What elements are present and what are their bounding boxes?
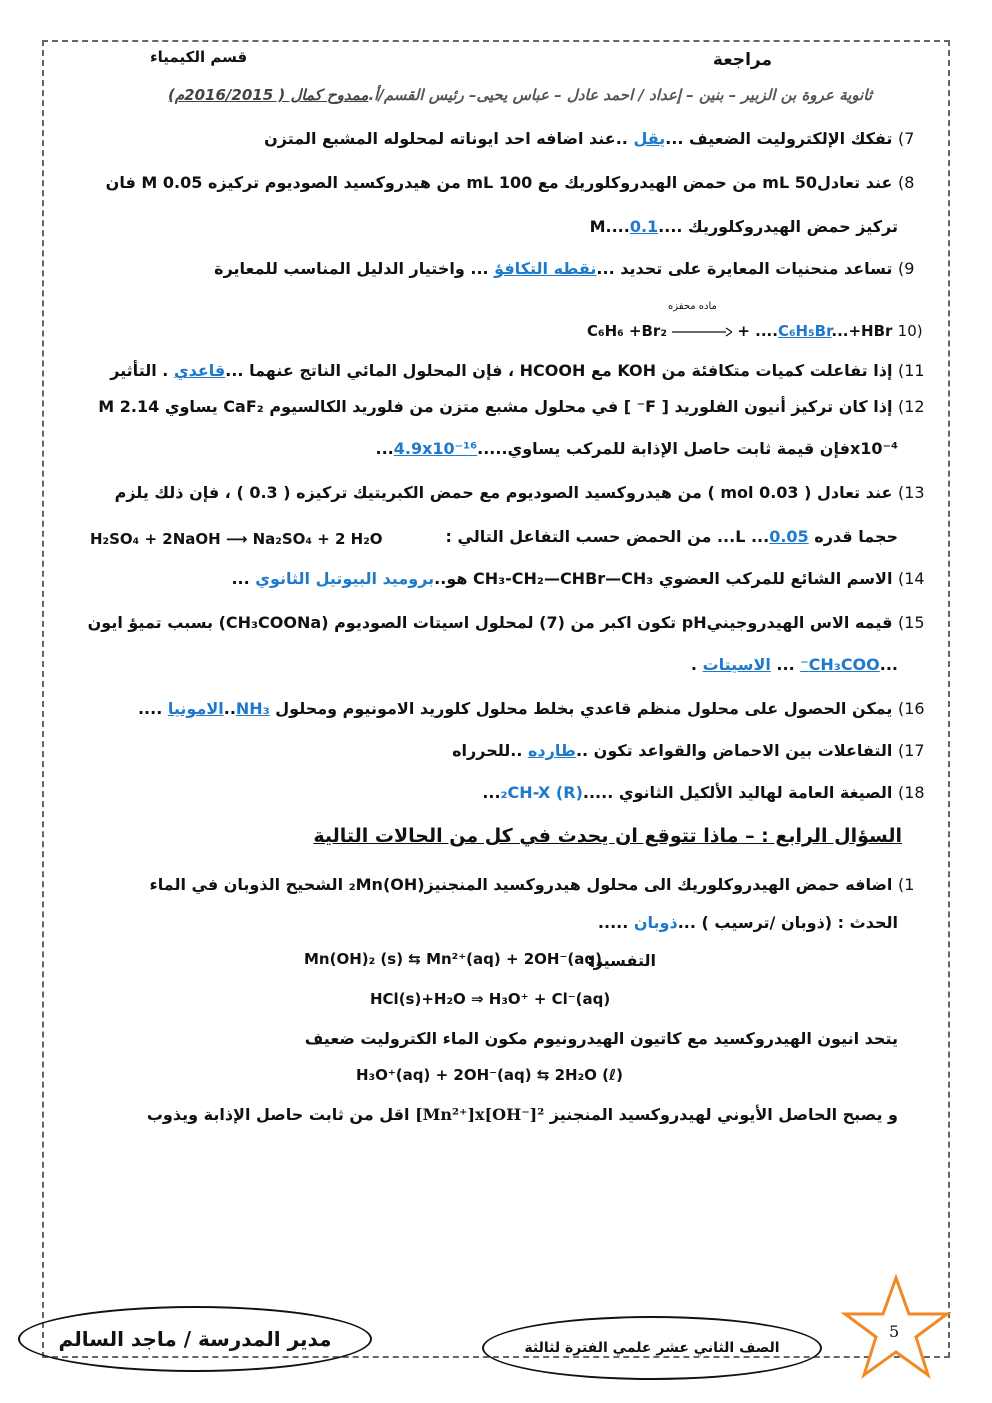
answer-formula: NH₃: [235, 699, 270, 718]
answer: (R) ₂CH-X: [500, 783, 583, 802]
answer: الامونيا: [167, 699, 224, 718]
item-10-equation: C₆H₆ +Br₂ + ....C₆H₅Br...+HBr 10): [587, 322, 923, 340]
answer: طارده: [527, 741, 576, 760]
principal-badge: مدير المدرسة / ماجد السالم: [18, 1306, 372, 1372]
s4-event: الحدث : (ذوبان /ترسيب ) ...ذوبان .....: [597, 913, 898, 932]
reaction-arrow-icon: [672, 327, 732, 337]
answer: 0.05: [769, 527, 809, 546]
item-13: 13) عند تعادل ( 0.03 mol ) من هيدروكسيد الصوديوم مع حمض الكبريتيك تركيزه ( 0.3 ) ، فإن ذلك يلزم: [114, 483, 925, 502]
item-7: 7) تفكك الإلكتروليت الضعيف ...يقل ..عند اضافه احد ايوناته لمحلوله المشبع المتزن: [264, 129, 915, 148]
answer: قاعدي: [173, 361, 226, 380]
class-badge: الصف الثاني عشر علمي الفترة لثالثة: [482, 1316, 822, 1380]
answer-formula: CH₃COO⁻: [800, 655, 880, 674]
answer: الاسيتات: [702, 655, 771, 674]
answer: 4.9x10⁻¹⁶: [393, 439, 478, 458]
explain-text: يتحد انيون الهيدروكسيد مع كاتيون الهيدرونيوم مكون الماء الكتروليت ضعيف: [304, 1029, 898, 1048]
water-formation: H₃O⁺(aq) + 2OH⁻(aq) ⇆ 2H₂O (ℓ): [356, 1066, 623, 1084]
neutralization-equation: H₂SO₄ + 2NaOH ⟶ Na₂SO₄ + 2 H₂O: [90, 530, 383, 548]
item-14: 14) الاسم الشائع للمركب العضوي CH₃-CH₂—CHBr—CH₃ هو..بروميد البيوتيل الثانوي ...: [231, 569, 925, 588]
answer: 0.1: [629, 217, 659, 236]
item-11: 11) إذا تفاعلت كميات متكافئة من KOH مع HCOOH ، فإن المحلول المائي الناتج عنهما ...قاعدي . التأثير: [110, 361, 925, 380]
answer: بروميد البيوتيل الثانوي: [255, 569, 435, 588]
item-17: 17) التفاعلات بين الاحماض والقواعد تكون ..طارده ..للحرراه: [452, 741, 925, 760]
item-9: 9) تساعد منحنيات المعايرة على تحديد ...نقطه التكافؤ ... واختيار الدليل المناسب للمعايرة: [214, 259, 915, 278]
answer: ذوبان: [633, 913, 678, 932]
item-13-line2: حجما قدره L ...0.05... من الحمض حسب التفاعل التالي :: [445, 527, 898, 546]
hcl-ionization: HCl(s)+H₂O ⇒ H₃O⁺ + Cl⁻(aq): [370, 990, 611, 1008]
page-number: 5: [889, 1322, 900, 1341]
item-8-line2: تركيز حمض الهيدروكلوريك ....0.1....M: [589, 217, 898, 236]
answer: C₆H₅Br: [777, 322, 832, 340]
item-12: 12) إذا كان تركيز أنيون الفلوريد [ F⁻ ] في محلول مشبع متزن من فلوريد الكالسيوم CaF₂ يساوي 2.14 M: [98, 397, 925, 416]
ion-product-line: و يصبح الحاصل الأيوني لهيدروكسيد المنجنيز [Mn²⁺]x[OH⁻]² اقل من ثابت حاصل الإذابة ويذوب: [146, 1105, 898, 1124]
department-title: قسم الكيمياء: [150, 48, 248, 66]
explain-label: التفسير:: [587, 951, 656, 970]
item-15-line2: ...CH₃COO⁻ ... الاسيتات .: [690, 655, 898, 674]
school-line: ثانوية عروة بن الزبير – بنين – إعداد / احمد عادل – عباس يحيى– رئيس القسم/أ.ممدوح كمال ( 2016/2015م): [168, 86, 872, 104]
answer: يقل: [633, 129, 666, 148]
item-16: 16) يمكن الحصول على محلول منظم قاعدي بخلط محلول كلوريد الامونيوم ومحلول NH₃..الامونيا ....: [137, 699, 925, 718]
mnoh2-equilibrium: Mn(OH)₂ (s) ⇆ Mn²⁺(aq) + 2OH⁻(aq): [304, 950, 602, 968]
s4-question-1: 1) اضافه حمض الهيدروكلوريك الى محلول هيدروكسيد المنجنيز₂Mn(OH) الشحيح الذوبان في الماء: [149, 875, 915, 894]
item-8: 8) عند تعادل50 mL من حمض الهيدروكلوريك مع 100 mL من هيدروكسيد الصوديوم تركيزه 0.05 M فان: [105, 173, 915, 192]
review-title: مراجعة: [712, 50, 772, 70]
catalyst-label: ماده محفزه: [668, 301, 717, 312]
ion-product-formula: [Mn²⁺]x[OH⁻]²: [415, 1105, 545, 1124]
section-4-heading: السؤال الرابع : – ماذا تتوقع ان يحدث في كل من الحالات التالية: [313, 825, 902, 847]
answer: نقطه التكافؤ: [494, 259, 597, 278]
item-18: 18) الصيغة العامة لهاليد الألكيل الثانوي .....(R) ₂CH-X...: [482, 783, 925, 802]
item-15: 15) قيمه الاس الهيدروجينيpH تكون اكبر من (7) لمحلول اسيتات الصوديوم (CH₃COONa) بسبب تميؤ ايون: [87, 613, 925, 632]
item-12-line2: x10⁻⁴فإن قيمة ثابت حاصل الإذابة للمركب يساوي.....4.9x10⁻¹⁶...: [375, 439, 898, 458]
